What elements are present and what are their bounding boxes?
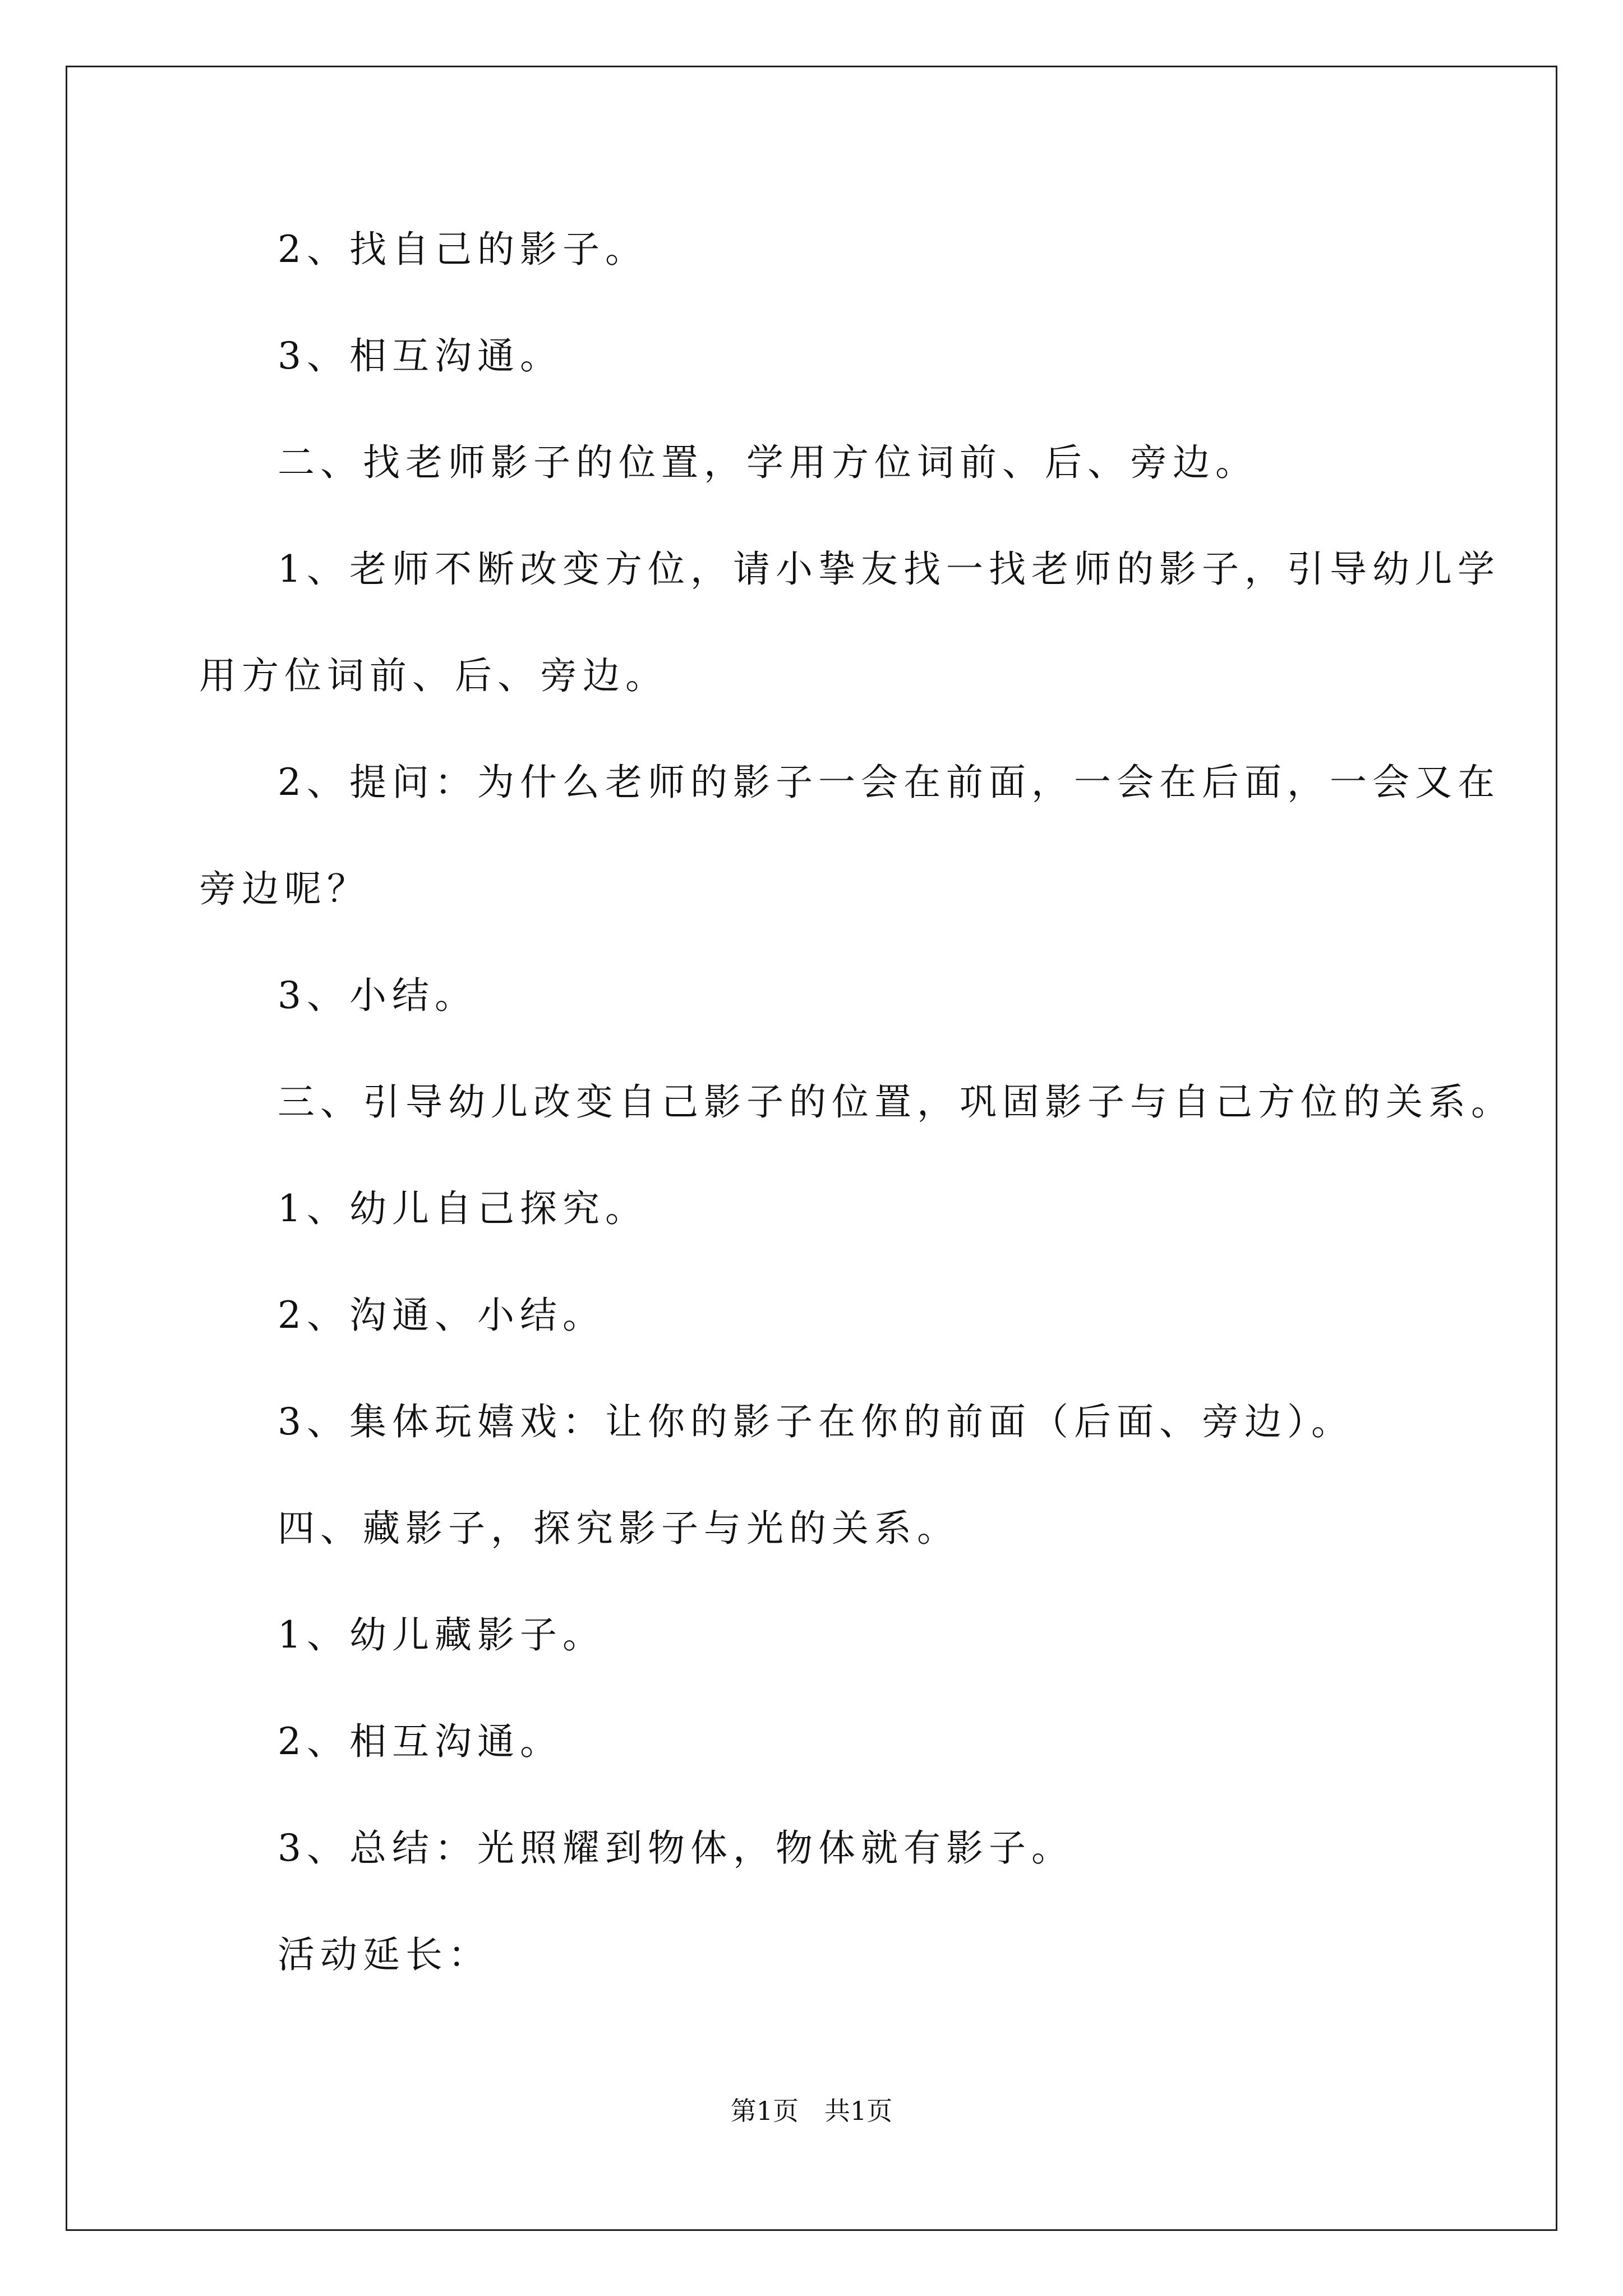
paragraph-7: 三、引导幼儿改变自己影子的位置，巩固影子与自己方位的关系。	[278, 1080, 1514, 1124]
paragraph-5-continued: 旁边呢？	[199, 867, 370, 910]
paragraph-13: 2、相互沟通。	[278, 1720, 562, 1763]
paragraph-12: 1、幼儿藏影子。	[278, 1613, 605, 1657]
paragraph-4: 1、老师不断改变方位，请小挚友找一找老师的影子，引导幼儿学	[278, 547, 1500, 591]
paragraph-1: 2、找自己的影子。	[278, 228, 648, 271]
paragraph-10: 3、集体玩嬉戏：让你的影子在你的前面（后面、旁边）。	[278, 1400, 1354, 1443]
paragraph-6: 3、小结。	[278, 974, 477, 1017]
paragraph-4-continued: 用方位词前、后、旁边。	[199, 654, 668, 697]
paragraph-5: 2、提问：为什么老师的影子一会在前面，一会在后面，一会又在	[278, 761, 1500, 804]
paragraph-3: 二、找老师影子的位置，学用方位词前、后、旁边。	[278, 441, 1258, 484]
paragraph-15: 活动延长：	[278, 1933, 491, 1976]
paragraph-2: 3、相互沟通。	[278, 334, 562, 378]
paragraph-11: 四、藏影子，探究影子与光的关系。	[278, 1507, 960, 1550]
paragraph-14: 3、总结：光照耀到物体，物体就有影子。	[278, 1826, 1074, 1870]
paragraph-9: 2、沟通、小结。	[278, 1294, 605, 1337]
paragraph-8: 1、幼儿自己探究。	[278, 1187, 648, 1230]
page-number: 第1页 共1页	[730, 2096, 893, 2126]
